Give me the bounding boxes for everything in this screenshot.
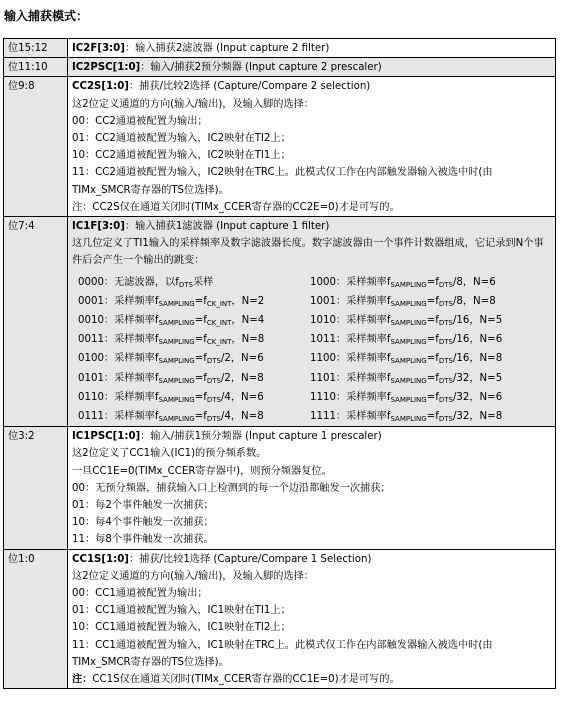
- filter-option: [310, 369, 540, 388]
- desc-line: 这2位定义通道的方向(输入/输出)，及输入脚的选择：: [72, 98, 314, 110]
- option-subscript: SAMPLING: [158, 319, 195, 328]
- table-row: [4, 427, 556, 549]
- option-text: =f: [194, 315, 207, 327]
- filter-option: [78, 330, 310, 349]
- field-title: ：捕获/比较1选择 (Capture/Compare 1 Selection): [128, 553, 372, 565]
- option-subscript: SAMPLING: [390, 299, 427, 308]
- field-name: CC1S[1:0]: [72, 553, 129, 565]
- option-text: =f: [194, 410, 207, 422]
- option-subscript: DTS: [206, 357, 221, 366]
- filter-option: [78, 369, 310, 388]
- note-line: 注：CC2S仅在通道关闭时(TIMx_CCER寄存器的CC2E=0)才是可写的。: [72, 201, 400, 213]
- option-subscript: SAMPLING: [390, 376, 427, 385]
- option-subscript: SAMPLING: [158, 357, 195, 366]
- option-code: 1100：: [310, 353, 347, 365]
- option-text: =f: [194, 334, 207, 346]
- option-code: 1011：: [310, 334, 347, 346]
- option-text: /4，N=8: [220, 410, 264, 422]
- option-subscript: DTS: [206, 376, 221, 385]
- desc-line: 11：CC2通道被配置为输入，IC2映射在TRC上。此模式仅工作在内部触发器输入被选中时(由TIMx_SMCR寄存器的TS位选择)。: [72, 167, 493, 196]
- filter-option: [78, 292, 310, 311]
- option-text: =f: [194, 353, 207, 365]
- option-text: =f: [426, 353, 439, 365]
- desc-line: 10：每4个事件触发一次捕获；: [72, 517, 214, 529]
- field-description: [68, 58, 556, 77]
- field-description: [68, 217, 556, 427]
- option-subscript: SAMPLING: [158, 414, 195, 423]
- option-subscript: DTS: [438, 319, 453, 328]
- desc-line: 11：每8个事件触发一次捕获。: [72, 534, 214, 546]
- option-code: 0000：: [78, 276, 115, 288]
- filter-option: [78, 407, 310, 426]
- desc-line: 10：CC2通道被配置为输入，IC2映射在TI1上；: [72, 150, 291, 162]
- page-title: 输入捕获模式：: [4, 9, 89, 23]
- note-line: [72, 671, 551, 688]
- option-text: ，N=2: [231, 295, 265, 307]
- option-subscript: DTS: [206, 414, 221, 423]
- option-code: 1010：: [310, 315, 347, 327]
- option-text: 采样频率f: [346, 353, 391, 365]
- desc-line: 10：CC1通道被配置为输入，IC1映射在TI2上；: [72, 622, 291, 634]
- option-code: 1110：: [310, 391, 347, 403]
- option-text: 采样频率f: [346, 410, 391, 422]
- option-code: 1000：: [310, 276, 347, 288]
- option-text: 采样频率f: [114, 372, 159, 384]
- field-name: IC1PSC[1:0]: [72, 431, 141, 443]
- option-code: 0101：: [78, 372, 115, 384]
- option-text: =f: [426, 276, 439, 288]
- option-text: 采样频率f: [346, 276, 391, 288]
- option-subscript: SAMPLING: [158, 376, 195, 385]
- desc-line: 00：CC1通道被配置为输出；: [72, 587, 208, 599]
- field-title: ：捕获/比较2选择 (Capture/Compare 2 selection): [128, 81, 371, 93]
- option-subscript: DTS: [438, 299, 453, 308]
- desc-line: 一旦CC1E=0(TIMx_CCER寄存器中)，则预分频器复位。: [72, 465, 332, 477]
- option-text: /2，N=6: [220, 353, 264, 365]
- table-row: [4, 77, 556, 217]
- option-text: 采样: [192, 276, 214, 288]
- option-subscript: DTS: [438, 414, 453, 423]
- option-text: 采样频率f: [346, 334, 391, 346]
- desc-line: 00：CC2通道被配置为输出；: [72, 115, 208, 127]
- option-text: /16，N=8: [452, 353, 503, 365]
- option-subscript: CK_INT: [206, 299, 232, 308]
- bit-range: 位7:4: [4, 217, 68, 427]
- filter-option: [310, 349, 540, 368]
- option-subscript: SAMPLING: [158, 299, 195, 308]
- field-name: IC1F[3:0]: [72, 221, 125, 233]
- field-description: [68, 39, 556, 58]
- option-text: 采样频率f: [114, 391, 159, 403]
- option-subscript: DTS: [438, 280, 453, 289]
- option-text: =f: [426, 372, 439, 384]
- field-description: [68, 427, 556, 549]
- option-subscript: CK_INT: [206, 319, 232, 328]
- table-row: [4, 39, 556, 58]
- filter-option: [310, 330, 540, 349]
- option-subscript: SAMPLING: [390, 395, 427, 404]
- filter-option: [310, 311, 540, 330]
- option-subscript: DTS: [438, 376, 453, 385]
- bit-range: 位9:8: [4, 77, 68, 217]
- option-subscript: CK_INT: [206, 338, 232, 347]
- filter-option: [78, 388, 310, 407]
- option-code: 0011：: [78, 334, 115, 346]
- table-row: [4, 549, 556, 689]
- filter-option: [310, 292, 540, 311]
- option-text: =f: [194, 391, 207, 403]
- field-title: ：输入捕获1滤波器 (Input capture 1 filter): [124, 221, 330, 233]
- option-subscript: DTS: [178, 280, 193, 289]
- desc-line: 这2位定义了CC1输入(IC1)的预分频系数。: [72, 448, 267, 460]
- filter-option: [310, 273, 540, 292]
- option-text: =f: [426, 410, 439, 422]
- bit-range: 位11:10: [4, 58, 68, 77]
- bit-range: 位15:12: [4, 39, 68, 58]
- option-subscript: SAMPLING: [390, 319, 427, 328]
- option-text: /2，N=8: [220, 372, 264, 384]
- option-code: 1101：: [310, 372, 347, 384]
- note-label: 注：: [72, 673, 93, 685]
- desc-line: 11：CC1通道被配置为输入，IC1映射在TRC上。此模式仅工作在内部触发器输入被选中时(由TIMx_SMCR寄存器的TS位选择)。: [72, 639, 493, 668]
- option-text: =f: [194, 295, 207, 307]
- option-subscript: DTS: [438, 357, 453, 366]
- option-text: /32，N=8: [452, 410, 503, 422]
- option-text: =f: [426, 391, 439, 403]
- option-text: /8，N=8: [452, 295, 496, 307]
- field-name: IC2F[3:0]: [72, 43, 125, 54]
- option-subscript: SAMPLING: [390, 357, 427, 366]
- option-subscript: SAMPLING: [390, 414, 427, 423]
- option-text: /16，N=6: [452, 334, 503, 346]
- field-name: IC2PSC[1:0]: [72, 62, 141, 74]
- option-subscript: DTS: [206, 395, 221, 404]
- desc-line: 01：每2个事件触发一次捕获；: [72, 499, 214, 511]
- register-table: [3, 38, 556, 689]
- option-subscript: SAMPLING: [158, 395, 195, 404]
- option-code: 0111：: [78, 410, 115, 422]
- option-code: 0010：: [78, 315, 115, 327]
- desc-line: 01：CC1通道被配置为输入，IC1映射在TI1上；: [72, 605, 291, 617]
- desc-line: 01：CC2通道被配置为输入，IC2映射在TI2上；: [72, 133, 291, 145]
- option-text: =f: [426, 295, 439, 307]
- field-description: [68, 549, 556, 689]
- option-code: 0110：: [78, 391, 115, 403]
- filter-option: [78, 273, 310, 292]
- desc-line: 这几位定义了TI1输入的采样频率及数字滤波器长度。数字滤波器由一个事件计数器组成，它记录到N个事件后会产生一个输出的跳变：: [72, 238, 544, 267]
- field-title: ：输入捕获2滤波器 (Input capture 2 filter): [124, 43, 330, 54]
- note-text: CC1S仅在通道关闭时(TIMx_CCER寄存器的CC1E=0)才是可写的。: [92, 673, 400, 685]
- option-text: 采样频率f: [114, 315, 159, 327]
- desc-line: 00：无预分频器，捕获输入口上检测到的每一个边沿都触发一次捕获；: [72, 482, 391, 494]
- option-code: 1001：: [310, 295, 347, 307]
- option-subscript: SAMPLING: [390, 280, 427, 289]
- field-name: CC2S[1:0]: [72, 81, 129, 93]
- option-code: 1111：: [310, 410, 347, 422]
- option-text: 采样频率f: [346, 391, 391, 403]
- option-text: 采样频率f: [114, 353, 159, 365]
- option-text: =f: [426, 334, 439, 346]
- option-text: 采样频率f: [114, 410, 159, 422]
- filter-option: [310, 388, 540, 407]
- option-text: /32，N=5: [452, 372, 503, 384]
- option-subscript: SAMPLING: [390, 338, 427, 347]
- option-text: 采样频率f: [114, 295, 159, 307]
- filter-option-grid: [72, 273, 551, 427]
- option-text: =f: [194, 372, 207, 384]
- option-subscript: DTS: [438, 338, 453, 347]
- option-text: ，N=8: [231, 334, 265, 346]
- field-title: ：输入/捕获1预分频器 (Input capture 1 prescaler): [140, 431, 382, 443]
- desc-line: 这2位定义通道的方向(输入/输出)，及输入脚的选择：: [72, 570, 314, 582]
- option-text: 采样频率f: [114, 334, 159, 346]
- option-text: =f: [426, 315, 439, 327]
- option-subscript: SAMPLING: [158, 338, 195, 347]
- field-description: [68, 77, 556, 217]
- filter-option: [310, 407, 540, 426]
- option-text: 无滤波器，以f: [114, 276, 179, 288]
- option-text: 采样频率f: [346, 372, 391, 384]
- option-subscript: DTS: [438, 395, 453, 404]
- option-text: ，N=4: [231, 315, 265, 327]
- bit-range: 位1:0: [4, 549, 68, 689]
- filter-option: [78, 349, 310, 368]
- option-text: 采样频率f: [346, 315, 391, 327]
- filter-option: [78, 311, 310, 330]
- table-row: [4, 58, 556, 77]
- option-text: /16，N=5: [452, 315, 503, 327]
- table-row: [4, 217, 556, 427]
- field-title: ：输入/捕获2预分频器 (Input capture 2 prescaler): [140, 62, 382, 74]
- option-text: /4，N=6: [220, 391, 264, 403]
- option-code: 0001：: [78, 295, 115, 307]
- bit-range: 位3:2: [4, 427, 68, 549]
- option-text: 采样频率f: [346, 295, 391, 307]
- option-text: /32，N=6: [452, 391, 503, 403]
- option-code: 0100：: [78, 353, 115, 365]
- option-text: /8，N=6: [452, 276, 496, 288]
